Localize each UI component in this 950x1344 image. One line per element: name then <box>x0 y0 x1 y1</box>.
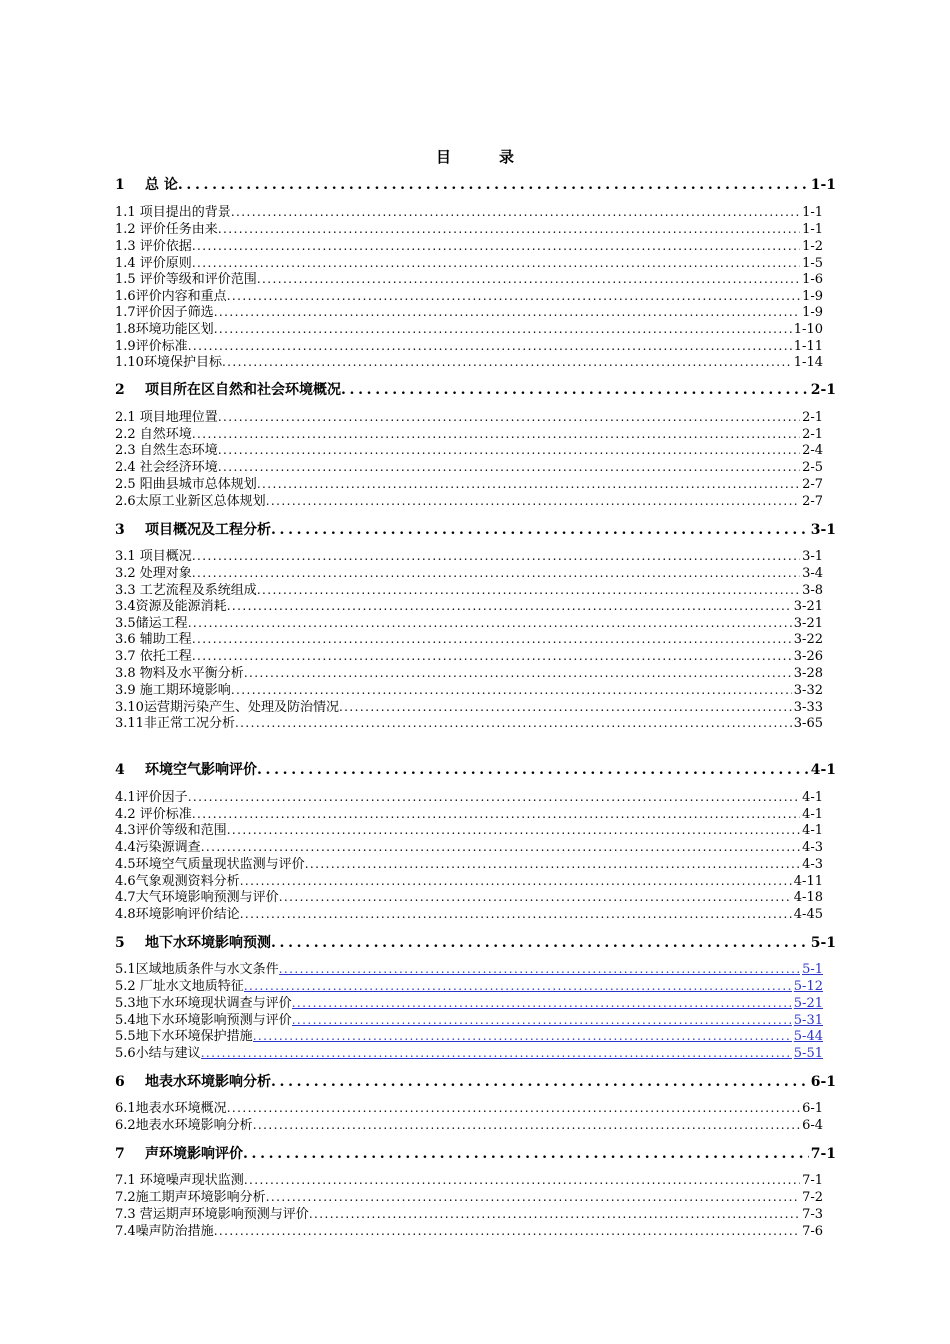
dot-leader <box>257 272 800 287</box>
section-title: 5.1区域地质条件与水文条件 <box>115 962 279 977</box>
dot-leader <box>214 1224 800 1239</box>
toc-section-entry[interactable] <box>115 996 823 1011</box>
dot-leader <box>292 996 792 1011</box>
dot-leader <box>244 1173 800 1188</box>
dot-leader <box>231 683 792 698</box>
section-title: 7.1 环境噪声现状监测 <box>115 1173 244 1188</box>
section-title: 1.2 评价任务由来 <box>115 222 218 237</box>
toc-section-entry <box>115 355 823 370</box>
page-number: 3-21 <box>793 616 823 631</box>
section-title: 4.4污染源调查 <box>115 840 201 855</box>
dot-leader <box>271 521 809 539</box>
toc-section-entry <box>115 494 823 509</box>
section-title: 2.1 项目地理位置 <box>115 410 218 425</box>
section-title: 7.2施工期声环境影响分析 <box>115 1190 266 1205</box>
page-number: 4-1 <box>802 823 823 838</box>
dot-leader <box>218 460 800 475</box>
toc-section-entry <box>115 1207 823 1222</box>
toc-section-entry <box>115 874 823 889</box>
toc-section-entry <box>115 222 823 237</box>
chapter-title: 环境空气影响评价 <box>145 762 257 778</box>
section-title: 3.2 处理对象 <box>115 566 192 581</box>
dot-leader <box>188 790 800 805</box>
page-number: 4-11 <box>793 874 823 889</box>
dot-leader <box>188 339 792 354</box>
chapter-number: 2 <box>115 382 125 398</box>
toc-section-entry[interactable] <box>115 1046 823 1061</box>
dot-leader <box>339 700 792 715</box>
section-title: 7.4噪声防治措施 <box>115 1224 214 1239</box>
dot-leader <box>192 256 800 271</box>
toc-section-entry <box>115 790 823 805</box>
toc-section-entry <box>115 649 823 664</box>
page-number: 3-28 <box>793 666 823 681</box>
dot-leader <box>218 222 800 237</box>
page-number: 1-1 <box>802 222 823 237</box>
section-title: 3.11非正常工况分析 <box>115 716 235 731</box>
dot-leader <box>279 890 792 905</box>
chapter-title: 声环境影响评价 <box>145 1146 243 1162</box>
page-number: 7-1 <box>802 1173 823 1188</box>
toc-section-entry <box>115 272 823 287</box>
section-title: 2.4 社会经济环境 <box>115 460 218 475</box>
dot-leader <box>257 583 800 598</box>
page-title <box>0 146 950 166</box>
toc-chapter-entry <box>115 176 836 194</box>
section-title: 3.5储运工程 <box>115 616 188 631</box>
page-number: 3-21 <box>793 599 823 614</box>
dot-leader <box>244 979 792 994</box>
page-number: 3-1 <box>810 522 836 538</box>
toc-section-entry <box>115 583 823 598</box>
toc-section-entry <box>115 477 823 492</box>
toc-section-entry <box>115 616 823 631</box>
page-number[interactable]: 5-31 <box>793 1013 823 1028</box>
page-number: 7-3 <box>802 1207 823 1222</box>
toc-section-entry <box>115 1101 823 1116</box>
dot-leader <box>192 239 800 254</box>
toc-chapter-entry <box>115 1145 836 1163</box>
dot-leader <box>227 823 800 838</box>
section-title: 4.1评价因子 <box>115 790 188 805</box>
toc-section-entry[interactable] <box>115 1013 823 1028</box>
section-title: 4.2 评价标准 <box>115 807 192 822</box>
page-number: 2-7 <box>802 477 823 492</box>
dot-leader <box>240 907 792 922</box>
dot-leader <box>341 381 809 399</box>
section-title: 3.10运营期污染产生、处理及防治情况 <box>115 700 339 715</box>
chapter-title: 地表水环境影响分析 <box>145 1074 271 1090</box>
toc-section-entry <box>115 427 823 442</box>
section-title: 6.2地表水环境影响分析 <box>115 1118 253 1133</box>
toc-section-entry[interactable] <box>115 979 823 994</box>
section-title: 4.8环境影响评价结论 <box>115 907 240 922</box>
toc-section-entry <box>115 443 823 458</box>
section-title: 2.2 自然环境 <box>115 427 192 442</box>
dot-leader <box>192 649 792 664</box>
section-title: 1.8环境功能区划 <box>115 322 214 337</box>
page-number: 1-1 <box>802 205 823 220</box>
toc-section-entry <box>115 339 823 354</box>
page-number: 3-22 <box>793 632 823 647</box>
dot-leader <box>201 840 800 855</box>
toc-section-entry <box>115 1190 823 1205</box>
page-number: 1-5 <box>802 256 823 271</box>
section-title: 3.3 工艺流程及系统组成 <box>115 583 257 598</box>
page-number: 3-26 <box>793 649 823 664</box>
page-number: 1-1 <box>810 177 836 193</box>
section-title: 1.9评价标准 <box>115 339 188 354</box>
chapter-number: 3 <box>115 522 125 538</box>
section-title: 2.6太原工业新区总体规划 <box>115 494 266 509</box>
section-title: 4.7大气环境影响预测与评价 <box>115 890 279 905</box>
dot-leader <box>192 566 800 581</box>
toc-section-entry <box>115 1118 823 1133</box>
page-number: 1-6 <box>802 272 823 287</box>
page-number: 3-32 <box>793 683 823 698</box>
page-number[interactable]: 5-51 <box>793 1046 823 1061</box>
dot-leader <box>192 632 792 647</box>
chapter-number: 4 <box>115 762 125 778</box>
dot-leader <box>192 427 800 442</box>
page-number: 4-3 <box>802 840 823 855</box>
section-title: 3.9 施工期环境影响 <box>115 683 231 698</box>
toc-section-entry <box>115 256 823 271</box>
toc-section-entry <box>115 890 823 905</box>
dot-leader <box>231 205 800 220</box>
page-number: 1-14 <box>793 355 823 370</box>
page-number: 1-9 <box>802 305 823 320</box>
section-title: 1.10环境保护目标 <box>115 355 222 370</box>
page-number: 7-2 <box>802 1190 823 1205</box>
section-title: 6.1地表水环境概况 <box>115 1101 227 1116</box>
page-number: 3-65 <box>793 716 823 731</box>
dot-leader <box>178 176 809 194</box>
dot-leader <box>253 1118 800 1133</box>
dot-leader <box>292 1013 792 1028</box>
toc-section-entry <box>115 840 823 855</box>
dot-leader <box>271 934 809 952</box>
toc-section-entry <box>115 289 823 304</box>
dot-leader <box>222 355 792 370</box>
dot-leader <box>214 322 792 337</box>
section-title: 3.4资源及能源消耗 <box>115 599 227 614</box>
page-number: 4-45 <box>793 907 823 922</box>
dot-leader <box>227 1101 800 1116</box>
dot-leader <box>227 289 800 304</box>
section-title: 1.3 评价依据 <box>115 239 192 254</box>
toc-section-entry <box>115 205 823 220</box>
toc-section-entry[interactable] <box>115 1029 823 1044</box>
page-number: 4-1 <box>810 762 836 778</box>
section-title: 1.4 评价原则 <box>115 256 192 271</box>
dot-leader <box>218 443 800 458</box>
toc-section-entry <box>115 1173 823 1188</box>
toc-section-entry <box>115 700 823 715</box>
toc-chapter-entry <box>115 381 836 399</box>
dot-leader <box>240 874 792 889</box>
chapter-number: 1 <box>115 177 125 193</box>
dot-leader <box>271 1073 809 1091</box>
toc-section-entry <box>115 683 823 698</box>
section-title: 1.6评价内容和重点 <box>115 289 227 304</box>
chapter-number: 6 <box>115 1074 125 1090</box>
section-title: 5.5地下水环境保护措施 <box>115 1029 253 1044</box>
section-title: 5.6小结与建议 <box>115 1046 201 1061</box>
toc-section-entry <box>115 716 823 731</box>
page-number: 3-4 <box>802 566 823 581</box>
dot-leader <box>244 666 792 681</box>
page-number: 2-1 <box>810 382 836 398</box>
page-number: 4-3 <box>802 857 823 872</box>
toc-section-entry <box>115 632 823 647</box>
page-number: 6-4 <box>802 1118 823 1133</box>
chapter-title: 地下水环境影响预测 <box>145 935 271 951</box>
page-number[interactable]: 5-21 <box>793 996 823 1011</box>
section-title: 7.3 营运期声环境影响预测与评价 <box>115 1207 309 1222</box>
toc-section-entry <box>115 807 823 822</box>
dot-leader <box>266 494 800 509</box>
section-title: 3.7 依托工程 <box>115 649 192 664</box>
toc-section-entry <box>115 549 823 564</box>
section-title: 2.5 阳曲县城市总体规划 <box>115 477 257 492</box>
chapter-title: 项目所在区自然和社会环境概况 <box>145 382 341 398</box>
toc-section-entry <box>115 1224 823 1239</box>
dot-leader <box>253 1029 792 1044</box>
toc-section-entry <box>115 322 823 337</box>
section-title: 5.2 厂址水文地质特征 <box>115 979 244 994</box>
dot-leader <box>266 1190 800 1205</box>
dot-leader <box>257 761 809 779</box>
dot-leader <box>305 857 800 872</box>
page-number: 2-1 <box>802 427 823 442</box>
page-number: 4-1 <box>802 790 823 805</box>
title-char-1: 目 <box>435 148 451 166</box>
section-title: 3.1 项目概况 <box>115 549 192 564</box>
dot-leader <box>192 549 800 564</box>
title-char-2: 录 <box>499 148 515 166</box>
toc-section-entry[interactable] <box>115 962 823 977</box>
page-number: 2-5 <box>802 460 823 475</box>
toc-section-entry <box>115 857 823 872</box>
page-number: 4-1 <box>802 807 823 822</box>
toc-section-entry <box>115 239 823 254</box>
toc-section-entry <box>115 907 823 922</box>
page-number: 1-2 <box>802 239 823 254</box>
page-number[interactable]: 5-44 <box>793 1029 823 1044</box>
toc-section-entry <box>115 599 823 614</box>
section-title: 4.3评价等级和范围 <box>115 823 227 838</box>
section-title: 1.5 评价等级和评价范围 <box>115 272 257 287</box>
page-number: 1-9 <box>802 289 823 304</box>
page-number[interactable]: 5-1 <box>802 962 823 977</box>
section-title: 5.4地下水环境影响预测与评价 <box>115 1013 292 1028</box>
dot-leader <box>257 477 800 492</box>
page-number: 2-1 <box>802 410 823 425</box>
dot-leader <box>235 716 792 731</box>
page-number: 2-4 <box>802 443 823 458</box>
page-number: 2-7 <box>802 494 823 509</box>
dot-leader <box>309 1207 800 1222</box>
chapter-number: 5 <box>115 935 125 951</box>
dot-leader <box>218 410 800 425</box>
section-title: 3.8 物料及水平衡分析 <box>115 666 244 681</box>
section-title: 3.6 辅助工程 <box>115 632 192 647</box>
dot-leader <box>214 305 800 320</box>
section-title: 4.6气象观测资料分析 <box>115 874 240 889</box>
section-title: 4.5环境空气质量现状监测与评价 <box>115 857 305 872</box>
toc-chapter-entry <box>115 934 836 952</box>
page-number: 3-8 <box>802 583 823 598</box>
page-number: 6-1 <box>810 1074 836 1090</box>
page-number: 7-6 <box>802 1224 823 1239</box>
dot-leader <box>188 616 792 631</box>
section-title: 1.1 项目提出的背景 <box>115 205 231 220</box>
page-number: 1-11 <box>793 339 823 354</box>
page-number: 3-33 <box>793 700 823 715</box>
page-number: 7-1 <box>810 1146 836 1162</box>
toc-chapter-entry <box>115 521 836 539</box>
page-number: 5-1 <box>810 935 836 951</box>
section-title: 1.7评价因子筛选 <box>115 305 214 320</box>
chapter-title: 项目概况及工程分析 <box>145 522 271 538</box>
toc-chapter-entry <box>115 761 836 779</box>
dot-leader <box>227 599 792 614</box>
dot-leader <box>192 807 800 822</box>
toc-section-entry <box>115 823 823 838</box>
toc-section-entry <box>115 666 823 681</box>
chapter-title: 总 论 <box>145 177 178 193</box>
page-number: 4-18 <box>793 890 823 905</box>
page-number: 6-1 <box>802 1101 823 1116</box>
section-title: 5.3地下水环境现状调查与评价 <box>115 996 292 1011</box>
page-number: 3-1 <box>802 549 823 564</box>
dot-leader <box>279 962 800 977</box>
chapter-number: 7 <box>115 1146 125 1162</box>
toc-section-entry <box>115 305 823 320</box>
page-number: 1-10 <box>793 322 823 337</box>
toc-section-entry <box>115 410 823 425</box>
toc-chapter-entry <box>115 1073 836 1091</box>
section-title: 2.3 自然生态环境 <box>115 443 218 458</box>
dot-leader <box>201 1046 792 1061</box>
toc-section-entry <box>115 566 823 581</box>
dot-leader <box>243 1145 809 1163</box>
toc-section-entry <box>115 460 823 475</box>
page-number[interactable]: 5-12 <box>793 979 823 994</box>
